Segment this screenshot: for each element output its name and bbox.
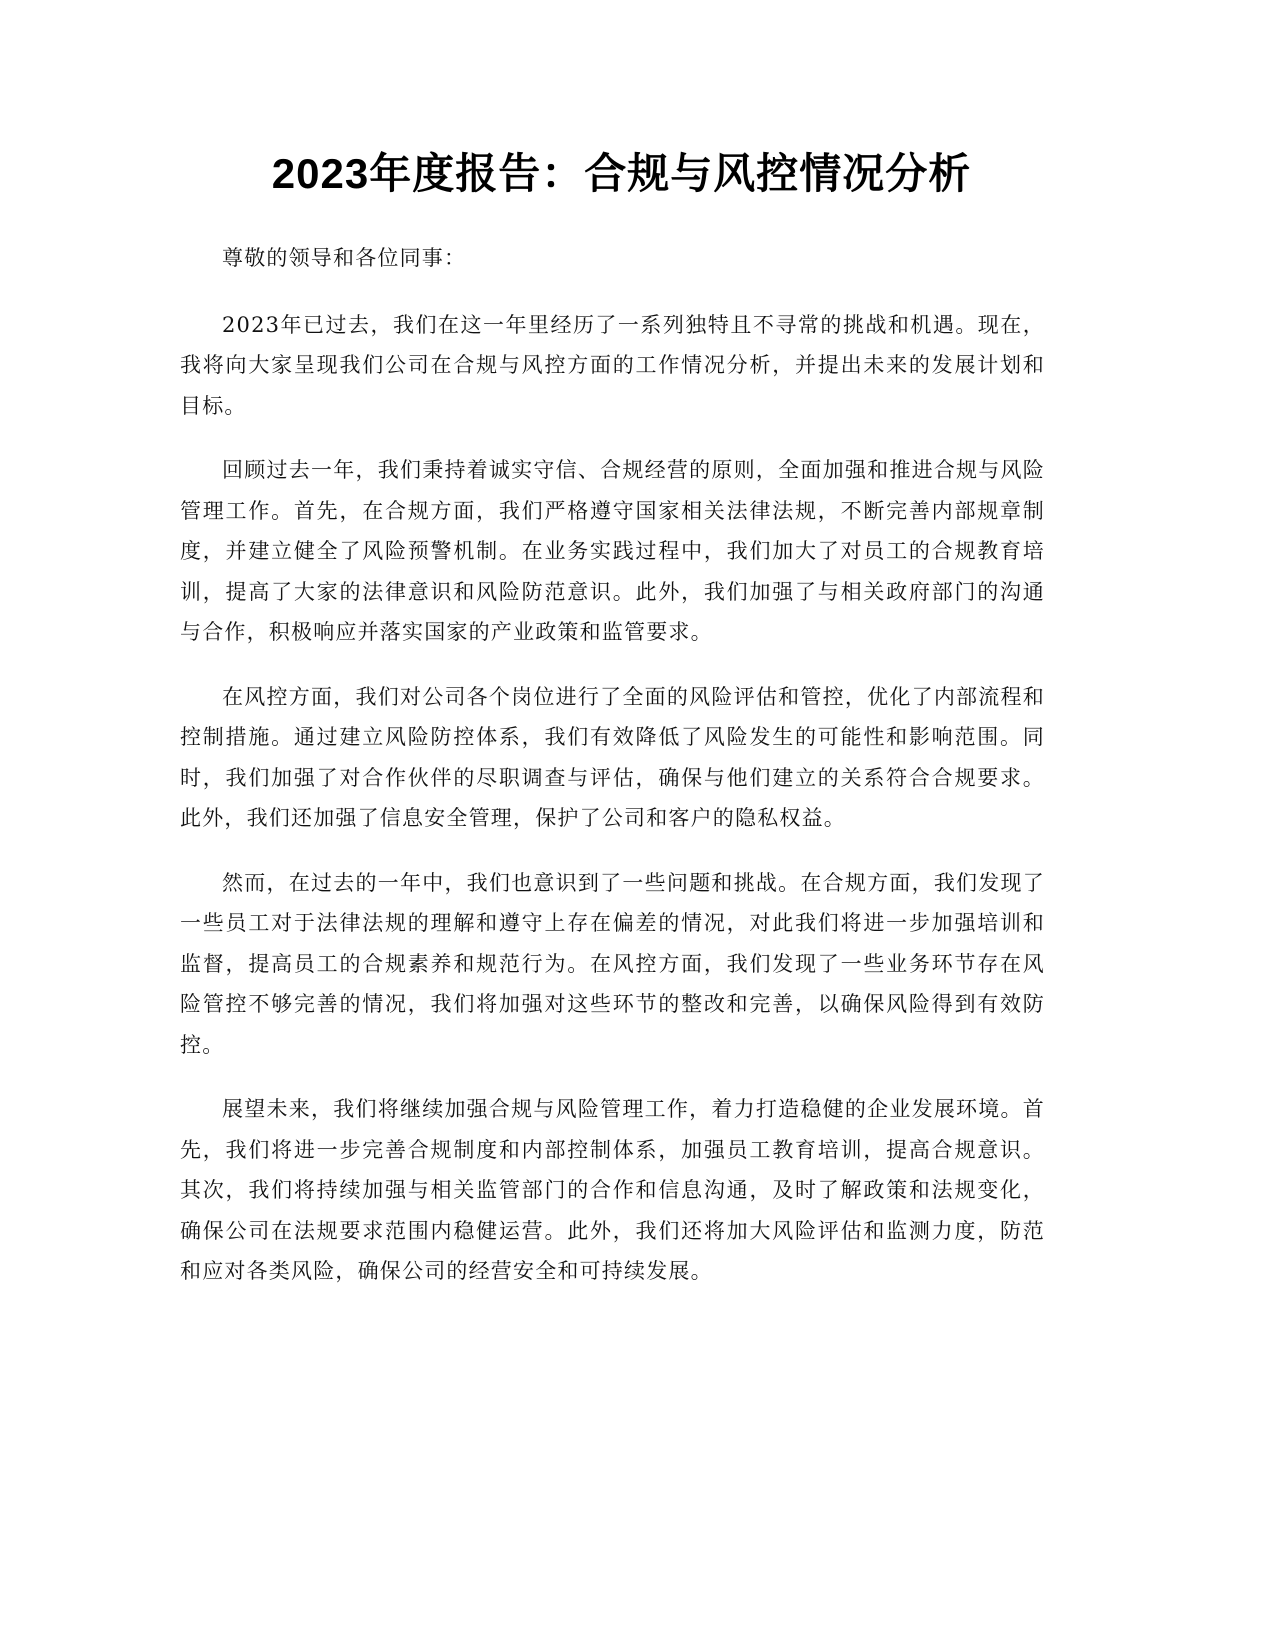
document-title: 2023年度报告：合规与风控情况分析 bbox=[271, 150, 972, 197]
paragraph-review: 回顾过去一年，我们秉持着诚实守信、合规经营的原则，全面加强和推进合规与风险管理工作。首先，在合规方面，我们严格遵守国家相关法律法规，不断完善内部规章制度，并建立健全了风险预警机制。在业务实践过程中，我们加大了对员工的合规教育培训，提高了大家的法律意识和风险防范意识。此外，我们加强了与相关政府部门的沟通与合作，积极响应并落实国家的产业政策和监管要求。 bbox=[180, 458, 1045, 644]
salutation: 尊敬的领导和各位同事： bbox=[222, 246, 467, 270]
paragraph-outlook: 展望未来，我们将继续加强合规与风险管理工作，着力打造稳健的企业发展环境。首先，我们将进一步完善合规制度和内部控制体系，加强员工教育培训，提高合规意识。其次，我们将持续加强与相关监管部门的合作和信息沟通，及时了解政策和法规变化，确保公司在法规要求范围内稳健运营。此外，我们还将加大风险评估和监测力度，防范和应对各类风险，确保公司的经营安全和可持续发展。 bbox=[180, 1097, 1045, 1283]
paragraph-risk-control: 在风控方面，我们对公司各个岗位进行了全面的风险评估和管控，优化了内部流程和控制措施。通过建立风险防控体系，我们有效降低了风险发生的可能性和影响范围。同时，我们加强了对合作伙伴的尽职调查与评估，确保与他们建立的关系符合合规要求。此外，我们还加强了信息安全管理，保护了公司和客户的隐私权益。 bbox=[180, 684, 1045, 830]
document-body bbox=[180, 238, 1045, 1292]
paragraph-intro: 2023年已过去，我们在这一年里经历了一系列独特且不寻常的挑战和机遇。现在，我将向大家呈现我们公司在合规与风控方面的工作情况分析，并提出未来的发展计划和目标。 bbox=[180, 312, 1045, 418]
paragraph-problems: 然而，在过去的一年中，我们也意识到了一些问题和挑战。在合规方面，我们发现了一些员工对于法律法规的理解和遵守上存在偏差的情况，对此我们将进一步加强培训和监督，提高员工的合规素养和规范行为。在风控方面，我们发现了一些业务环节存在风险管控不够完善的情况，我们将加强对这些环节的整改和完善，以确保风险得到有效防控。 bbox=[180, 870, 1045, 1057]
